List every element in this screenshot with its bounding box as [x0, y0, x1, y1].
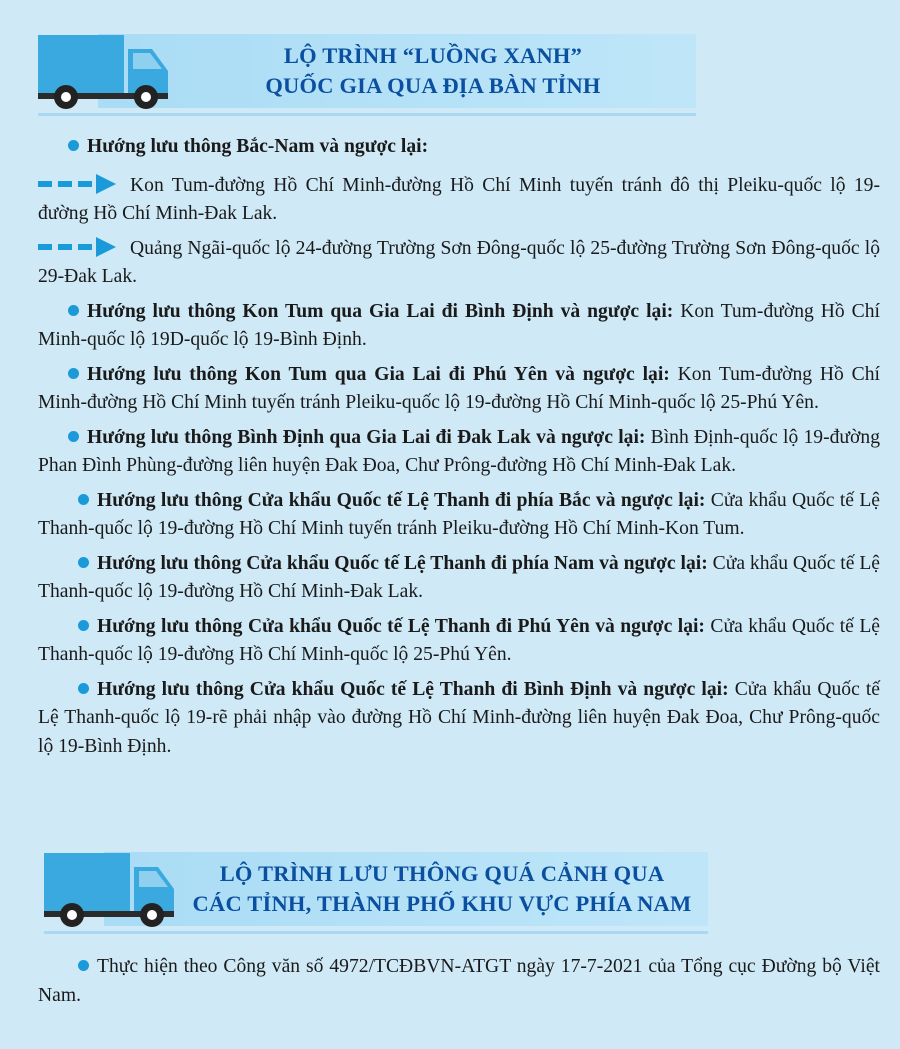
list-item: [68, 133, 880, 162]
bullet-icon: [78, 620, 89, 631]
bullet-icon: [78, 960, 89, 971]
list-item: [38, 550, 880, 607]
bullet-icon: [68, 431, 79, 442]
section-title: [170, 41, 696, 101]
route-list: [38, 133, 880, 761]
bullet-icon: [78, 494, 89, 505]
item-text: Kon Tum-đường Hồ Chí Minh-đường Hồ Chí Minh tuyến tránh đô thị Pleiku-quốc lộ 19-đường Hồ Chí Minh-Đak Lak.: [38, 174, 880, 224]
section-title: [176, 859, 708, 919]
list-item: [38, 298, 880, 355]
bullet-icon: [78, 557, 89, 568]
item-text: Cửa khẩu Quốc tế Lệ Thanh-quốc lộ 19-đường Hồ Chí Minh-quốc lộ 25-Phú Yên.: [38, 615, 880, 665]
arrow-right-icon: [38, 174, 118, 194]
item-text: Kon Tum-đường Hồ Chí Minh-quốc lộ 19D-quốc lộ 19-Bình Định.: [38, 300, 880, 350]
truck-icon: [44, 849, 176, 929]
item-text: Kon Tum-đường Hồ Chí Minh-đường Hồ Chí Minh tuyến tránh Pleiku-quốc lộ 19-đường Hồ Chí Minh-quốc lộ 25-Phú Yên.: [38, 363, 880, 413]
bullet-icon: [68, 140, 79, 151]
item-heading: Hướng lưu thông Cửa khẩu Quốc tế Lệ Thanh đi Bình Định và ngược lại:: [97, 678, 729, 700]
item-text: Thực hiện theo Công văn số 4972/TCĐBVN-ATGT ngày 17-7-2021 của Tổng cục Đường bộ Việt Nam.: [38, 956, 880, 1006]
list-item: [38, 361, 880, 418]
list-item: [38, 613, 880, 670]
item-text: Cửa khẩu Quốc tế Lệ Thanh-quốc lộ 19-rẽ phải nhập vào đường Hồ Chí Minh-đường liên huyện Đak Đoa, Chư Prông-quốc lộ 19-Bình Định.: [38, 678, 881, 757]
item-text: Cửa khẩu Quốc tế Lệ Thanh-quốc lộ 19-đường Hồ Chí Minh-Đak Lak.: [38, 552, 880, 602]
bullet-icon: [78, 683, 89, 694]
list-item: [38, 424, 880, 481]
item-text: Bình Định-quốc lộ 19-đường Phan Đình Phùng-đường liên huyện Đak Đoa, Chư Prông-đường Hồ Chí Minh-Đak Lak.: [38, 426, 880, 476]
list-item: [38, 172, 880, 229]
list-item: [38, 487, 880, 544]
list-item: [38, 235, 880, 292]
item-heading: Hướng lưu thông Kon Tum qua Gia Lai đi Phú Yên và ngược lại:: [87, 363, 670, 385]
truck-icon: [38, 31, 170, 111]
arrow-right-icon: [38, 237, 118, 257]
item-heading: Hướng lưu thông Bắc-Nam và ngược lại:: [87, 136, 429, 157]
list-item: [38, 953, 880, 1010]
note-block: [38, 953, 880, 1010]
item-text: Quảng Ngãi-quốc lộ 24-đường Trường Sơn Đông-quốc lộ 25-đường Trường Sơn Đông-quốc lộ 29-Đak Lak.: [38, 237, 880, 287]
item-heading: Hướng lưu thông Cửa khẩu Quốc tế Lệ Thanh đi phía Nam và ngược lại:: [97, 552, 708, 574]
item-heading: Hướng lưu thông Cửa khẩu Quốc tế Lệ Thanh đi phía Bắc và ngược lại:: [97, 489, 706, 511]
title-line-1: LỘ TRÌNH “LUỒNG XANH”: [283, 43, 583, 68]
header-underline: [44, 931, 708, 934]
title-line-1: LỘ TRÌNH LƯU THÔNG QUÁ CẢNH QUA: [219, 861, 665, 886]
title-line-2: CÁC TỈNH, THÀNH PHỐ KHU VỰC PHÍA NAM: [192, 891, 692, 916]
list-item: [38, 676, 880, 762]
item-heading: Hướng lưu thông Kon Tum qua Gia Lai đi Bình Định và ngược lại:: [87, 300, 674, 322]
item-heading: Hướng lưu thông Cửa khẩu Quốc tế Lệ Thanh đi Phú Yên và ngược lại:: [97, 615, 705, 637]
section-header-luong-xanh: [38, 34, 696, 108]
item-heading: Hướng lưu thông Bình Định qua Gia Lai đi Đak Lak và ngược lại:: [87, 426, 646, 448]
header-underline: [38, 113, 696, 116]
title-line-2: QUỐC GIA QUA ĐỊA BÀN TỈNH: [265, 73, 601, 98]
bullet-icon: [68, 368, 79, 379]
bullet-icon: [68, 305, 79, 316]
item-text: Cửa khẩu Quốc tế Lệ Thanh-quốc lộ 19-đường Hồ Chí Minh tuyến tránh Pleiku-đường Hồ Chí Minh-Kon Tum.: [38, 489, 880, 539]
section-header-qua-canh: [44, 852, 708, 926]
